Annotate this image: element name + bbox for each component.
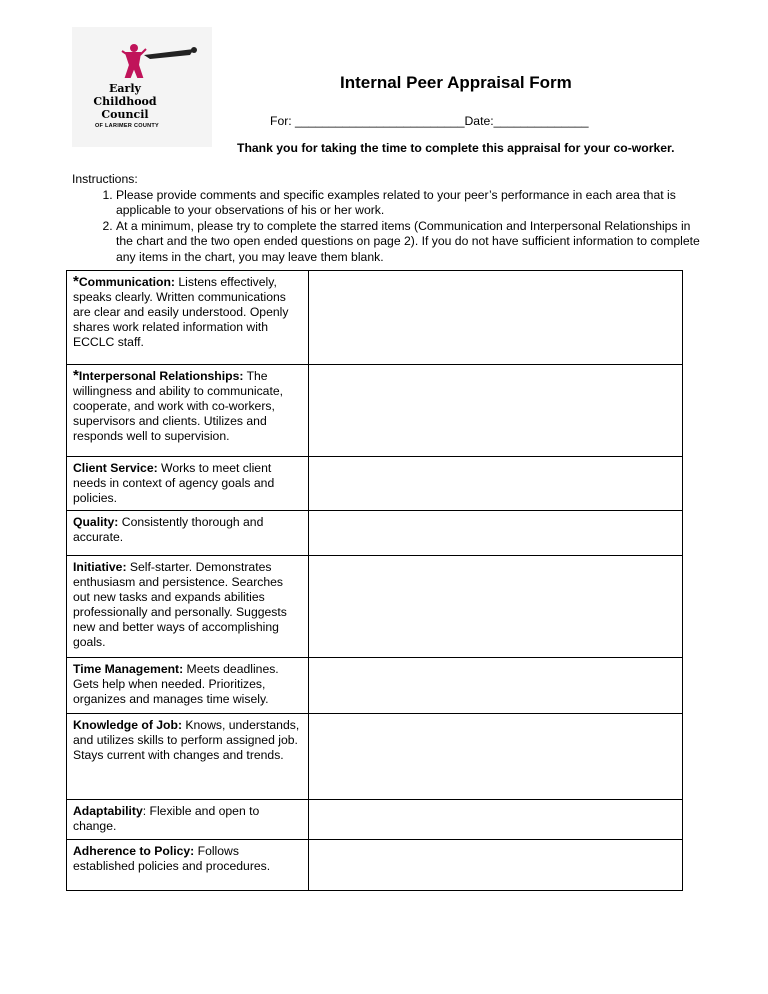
instructions-heading: Instructions: xyxy=(72,172,138,186)
instruction-item: 1. Please provide comments and specific examples related to your peer’s performance in each area that is applicable to your observations of his or her work. xyxy=(116,188,702,219)
comment-cell[interactable] xyxy=(309,365,683,457)
criterion-description: Self-starter. Demonstrates enthusiasm and persistence. Searches out new tasks and expands abilities professionally and personally. Suggests new and better ways of accomplishing goals. xyxy=(73,560,287,649)
criterion-description: Works to meet client needs in context of agency goals and policies. xyxy=(73,461,275,505)
table-row xyxy=(67,365,683,457)
criterion-cell xyxy=(67,658,309,714)
criterion-label: Initiative: xyxy=(73,560,127,574)
table-row xyxy=(67,714,683,800)
criterion-cell xyxy=(67,271,309,365)
criterion-label: Time Management: xyxy=(73,662,184,676)
criterion-description: Listens effectively, speaks clearly. Written communications are clear and easily understood. Openly shares work related information with ECCLC staff. xyxy=(73,275,289,349)
table-row xyxy=(67,840,683,891)
comment-cell[interactable] xyxy=(309,840,683,891)
criterion-cell xyxy=(67,457,309,511)
for-date-line[interactable]: For: _________________________Date:______________ xyxy=(270,114,589,128)
criterion-cell xyxy=(67,714,309,800)
organization-logo xyxy=(72,27,212,147)
criterion-cell xyxy=(67,556,309,658)
criterion-cell xyxy=(67,840,309,891)
criterion-description: Consistently thorough and accurate. xyxy=(73,515,264,544)
criterion-label: Communication: xyxy=(78,275,175,289)
table-row xyxy=(67,658,683,714)
instructions-list xyxy=(72,188,702,266)
form-title: Internal Peer Appraisal Form xyxy=(340,73,572,92)
instructions xyxy=(72,172,702,265)
criterion-label: Client Service: xyxy=(73,461,158,475)
criterion-label: Adaptability xyxy=(73,804,143,818)
criterion-description: The willingness and ability to communicate, cooperate, and work with co-workers, supervisors and clients. Utilizes and responds well to supervision. xyxy=(73,369,283,443)
criterion-label: Knowledge of Job: xyxy=(73,718,183,732)
criterion-description: Meets deadlines. Gets help when needed. Prioritizes, organizes and manages time wisely. xyxy=(73,662,279,706)
table-row xyxy=(67,511,683,556)
child-figure-icon xyxy=(120,43,200,83)
required-star: * xyxy=(73,273,79,290)
logo-line: Early xyxy=(109,82,141,95)
comment-cell[interactable] xyxy=(309,800,683,840)
table-row xyxy=(67,800,683,840)
logo-text xyxy=(72,82,178,121)
table-row xyxy=(67,457,683,511)
criterion-description: Follows established policies and procedures. xyxy=(73,844,271,873)
criterion-cell xyxy=(67,365,309,457)
criterion-label: Quality: xyxy=(73,515,119,529)
criterion-cell xyxy=(67,511,309,556)
table-row xyxy=(67,556,683,658)
thanks-note: Thank you for taking the time to complete this appraisal for your co-worker. xyxy=(237,141,675,155)
instruction-item: 2. At a minimum, please try to complete the starred items (Communication and Interpersonal Relationships in the chart and the two open ended questions on page 2). If you do not have sufficient information to complete any items in the chart, you may leave them blank. xyxy=(116,219,702,266)
comment-cell[interactable] xyxy=(309,556,683,658)
required-star: * xyxy=(73,367,79,384)
table-row xyxy=(67,271,683,365)
logo-line: Childhood xyxy=(93,95,157,108)
criterion-cell xyxy=(67,800,309,840)
criterion-label: Interpersonal Relationships: xyxy=(78,369,244,383)
comment-cell[interactable] xyxy=(309,457,683,511)
criterion-description: : Flexible and open to change. xyxy=(73,804,260,833)
criterion-description: Knows, understands, and utilizes skills to perform assigned job. Stays current with changes and trends. xyxy=(73,718,300,762)
appraisal-table xyxy=(66,270,683,891)
comment-cell[interactable] xyxy=(309,271,683,365)
comment-cell[interactable] xyxy=(309,658,683,714)
criterion-label: Adherence to Policy: xyxy=(73,844,195,858)
comment-cell[interactable] xyxy=(309,714,683,800)
logo-line: Council xyxy=(101,108,149,121)
logo-subtext: OF LARIMER COUNTY xyxy=(94,123,160,129)
comment-cell[interactable] xyxy=(309,511,683,556)
